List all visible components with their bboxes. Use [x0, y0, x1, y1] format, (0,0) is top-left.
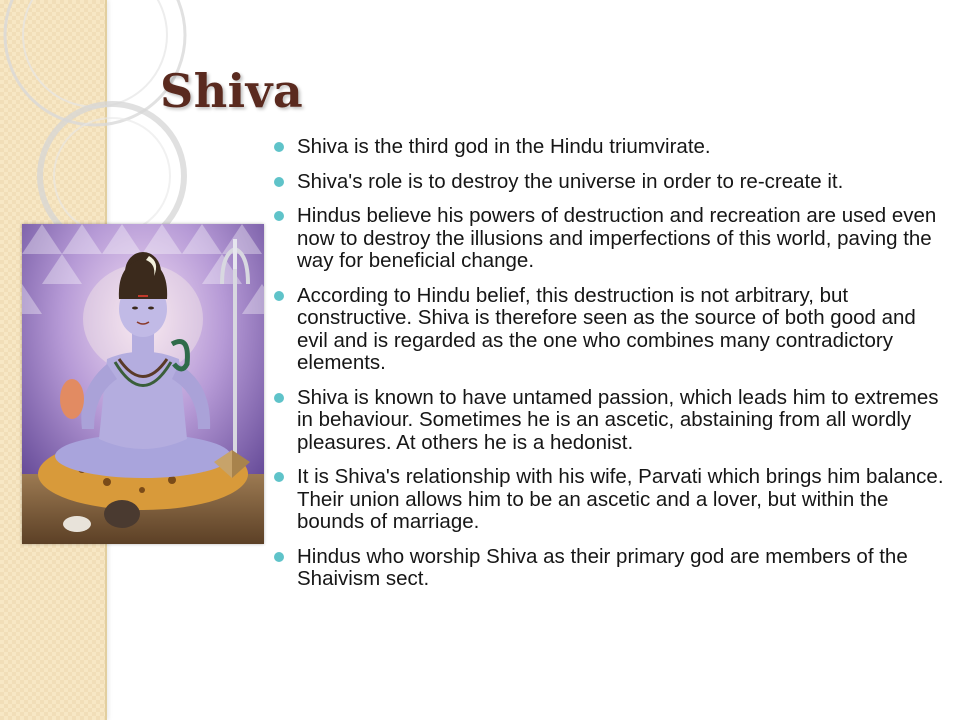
bullet-dot-icon	[274, 472, 284, 482]
bullet-item	[272, 136, 944, 159]
bullet-dot-icon	[274, 552, 284, 562]
bullet-dot-icon	[274, 177, 284, 187]
bullet-item	[272, 387, 944, 455]
bullet-dot-icon	[274, 142, 284, 152]
bullet-text: Hindus who worship Shiva as their primary god are members of the Shaivism sect.	[297, 544, 908, 590]
decorative-circles	[0, 0, 200, 260]
bullet-item	[272, 466, 944, 534]
bullet-text: Shiva's role is to destroy the universe in order to re-create it.	[297, 169, 844, 193]
shiva-illustration	[22, 224, 264, 544]
bullet-list	[272, 136, 944, 603]
bullet-dot-icon	[274, 291, 284, 301]
bullet-text: According to Hindu belief, this destruction is not arbitrary, but constructive. Shiva is therefore seen as the source of both good and evil and is regarded as the one who combines many contradictory elements.	[297, 283, 916, 374]
bullet-item	[272, 205, 944, 273]
bullet-dot-icon	[274, 211, 284, 221]
bullet-item	[272, 546, 944, 591]
bullet-text: It is Shiva's relationship with his wife, Parvati which brings him balance. Their union allows him to be an ascetic and a lover, but within the bounds of marriage.	[297, 465, 944, 533]
bullet-text: Shiva is the third god in the Hindu triumvirate.	[297, 135, 711, 158]
bullet-text: Hindus believe his powers of destruction and recreation are used even now to destroy the illusions and imperfections of this world, paving the way for beneficial change.	[297, 204, 937, 272]
bullet-item	[272, 285, 944, 375]
bullet-dot-icon	[274, 393, 284, 403]
bullet-text: Shiva is known to have untamed passion, which leads him to extremes in behaviour. Sometimes he is an ascetic, abstaining from all wordly pleasures. At others he is a hedonist.	[297, 385, 939, 454]
bullet-item	[272, 171, 944, 194]
slide-title: Shiva	[160, 64, 304, 118]
